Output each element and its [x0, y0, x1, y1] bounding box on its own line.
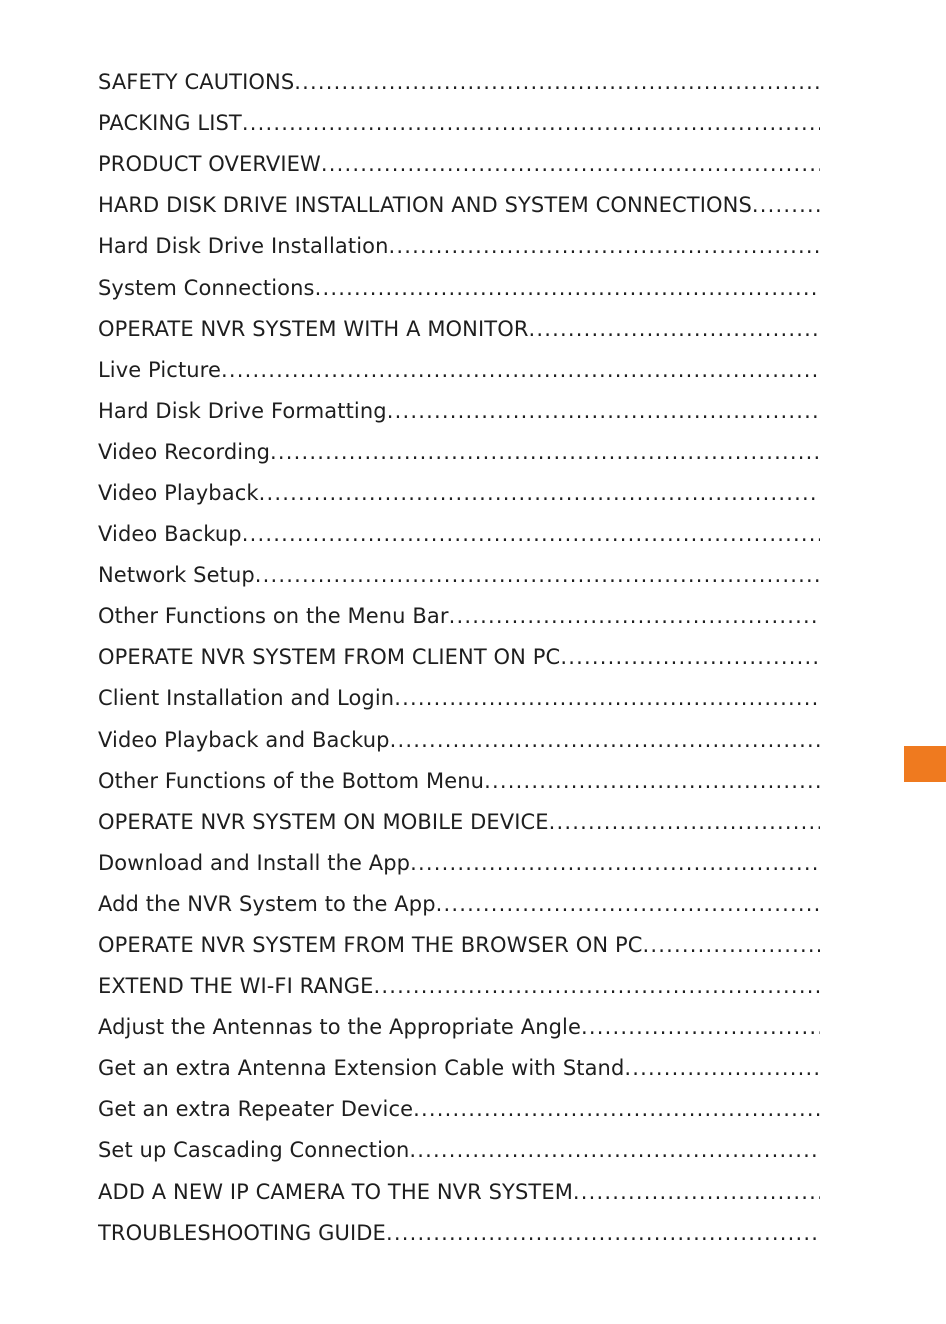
dot-leader	[387, 401, 820, 422]
toc-entry-title: Video Recording	[98, 439, 271, 464]
dot-leader	[242, 524, 820, 545]
dot-leader	[386, 1223, 820, 1244]
toc-entry-title: System Connections	[98, 275, 315, 300]
toc-entry-title: Download and Install the App	[98, 850, 411, 875]
dot-leader	[624, 1058, 820, 1079]
toc-entry[interactable]	[98, 1007, 820, 1048]
toc-entry[interactable]	[98, 596, 820, 637]
toc-entry[interactable]	[98, 1048, 820, 1089]
dot-leader	[255, 565, 820, 586]
toc-entry[interactable]	[98, 637, 820, 678]
toc-entry[interactable]	[98, 144, 820, 185]
dot-leader	[573, 1182, 820, 1203]
dot-leader	[549, 812, 820, 833]
toc-entry-title: Adjust the Antennas to the Appropriate Angle	[98, 1015, 581, 1040]
toc-entry[interactable]	[98, 1172, 820, 1213]
toc-entry-title: Other Functions of the Bottom Menu	[98, 768, 485, 793]
toc-entry-title: PACKING LIST	[98, 111, 242, 136]
toc-entry[interactable]	[98, 555, 820, 596]
dot-leader	[394, 688, 820, 709]
toc-entry-title: Network Setup	[98, 563, 255, 588]
toc-entry-title: Live Picture	[98, 357, 221, 382]
dot-leader	[221, 360, 820, 381]
toc-entry-title: Add the NVR System to the App	[98, 891, 436, 916]
toc-entry[interactable]	[98, 185, 820, 226]
toc-entry-title: TROUBLESHOOTING GUIDE	[98, 1220, 386, 1245]
toc-entry-title: Get an extra Repeater Device	[98, 1097, 414, 1122]
dot-leader	[581, 1017, 820, 1038]
toc-entry[interactable]	[98, 350, 820, 391]
toc-entry[interactable]	[98, 802, 820, 843]
dot-leader	[642, 935, 820, 956]
dot-leader	[484, 771, 820, 792]
toc-entry-title: OPERATE NVR SYSTEM WITH A MONITOR	[98, 316, 529, 341]
toc-entry[interactable]	[98, 678, 820, 719]
dot-leader	[294, 72, 820, 93]
toc-entry-title: HARD DISK DRIVE INSTALLATION AND SYSTEM CONNECTIONS	[98, 193, 752, 218]
dot-leader	[242, 113, 820, 134]
toc-entry[interactable]	[98, 925, 820, 966]
toc-entry-title: Hard Disk Drive Formatting	[98, 398, 387, 423]
dot-leader	[321, 154, 820, 175]
toc-entry[interactable]	[98, 103, 820, 144]
toc-entry-title: PRODUCT OVERVIEW	[98, 152, 321, 177]
toc-entry-title: Get an extra Antenna Extension Cable with Stand	[98, 1056, 625, 1081]
toc-entry[interactable]	[98, 884, 820, 925]
toc-entry[interactable]	[98, 473, 820, 514]
dot-leader	[390, 730, 820, 751]
toc-entry-title: Other Functions on the Menu Bar	[98, 604, 449, 629]
dot-leader	[436, 894, 820, 915]
dot-leader	[410, 853, 820, 874]
dot-leader	[270, 442, 820, 463]
table-of-contents	[98, 62, 820, 1254]
toc-entry-title: Video Backup	[98, 522, 242, 547]
section-tab-marker	[904, 746, 946, 782]
toc-entry[interactable]	[98, 761, 820, 802]
toc-entry[interactable]	[98, 226, 820, 267]
toc-entry-title: Video Playback and Backup	[98, 727, 390, 752]
toc-entry[interactable]	[98, 966, 820, 1007]
dot-leader	[560, 647, 820, 668]
toc-entry[interactable]	[98, 1213, 820, 1254]
toc-entry[interactable]	[98, 1130, 820, 1171]
toc-entry-title: OPERATE NVR SYSTEM FROM CLIENT ON PC	[98, 645, 561, 670]
toc-entry[interactable]	[98, 62, 820, 103]
dot-leader	[259, 483, 820, 504]
toc-entry[interactable]	[98, 391, 820, 432]
dot-leader	[529, 319, 820, 340]
toc-entry-title: SAFETY CAUTIONS	[98, 70, 295, 95]
toc-entry-title: Hard Disk Drive Installation	[98, 234, 389, 259]
toc-entry-title: Video Playback	[98, 480, 259, 505]
toc-entry[interactable]	[98, 432, 820, 473]
dot-leader	[388, 236, 820, 257]
toc-entry[interactable]	[98, 267, 820, 308]
toc-entry[interactable]	[98, 843, 820, 884]
toc-entry-title: Set up Cascading Connection	[98, 1138, 410, 1163]
dot-leader	[449, 606, 820, 627]
dot-leader	[413, 1099, 820, 1120]
toc-entry-title: OPERATE NVR SYSTEM FROM THE BROWSER ON PC	[98, 933, 643, 958]
dot-leader	[409, 1140, 820, 1161]
toc-entry-title: ADD A NEW IP CAMERA TO THE NVR SYSTEM	[98, 1179, 573, 1204]
toc-entry-title: EXTEND THE WI-FI RANGE	[98, 974, 374, 999]
dot-leader	[315, 278, 820, 299]
toc-entry-title: OPERATE NVR SYSTEM ON MOBILE DEVICE	[98, 809, 549, 834]
toc-entry[interactable]	[98, 720, 820, 761]
dot-leader	[752, 195, 820, 216]
dot-leader	[374, 976, 820, 997]
toc-entry[interactable]	[98, 514, 820, 555]
toc-entry-title: Client Installation and Login	[98, 686, 395, 711]
toc-entry[interactable]	[98, 1089, 820, 1130]
toc-entry[interactable]	[98, 309, 820, 350]
